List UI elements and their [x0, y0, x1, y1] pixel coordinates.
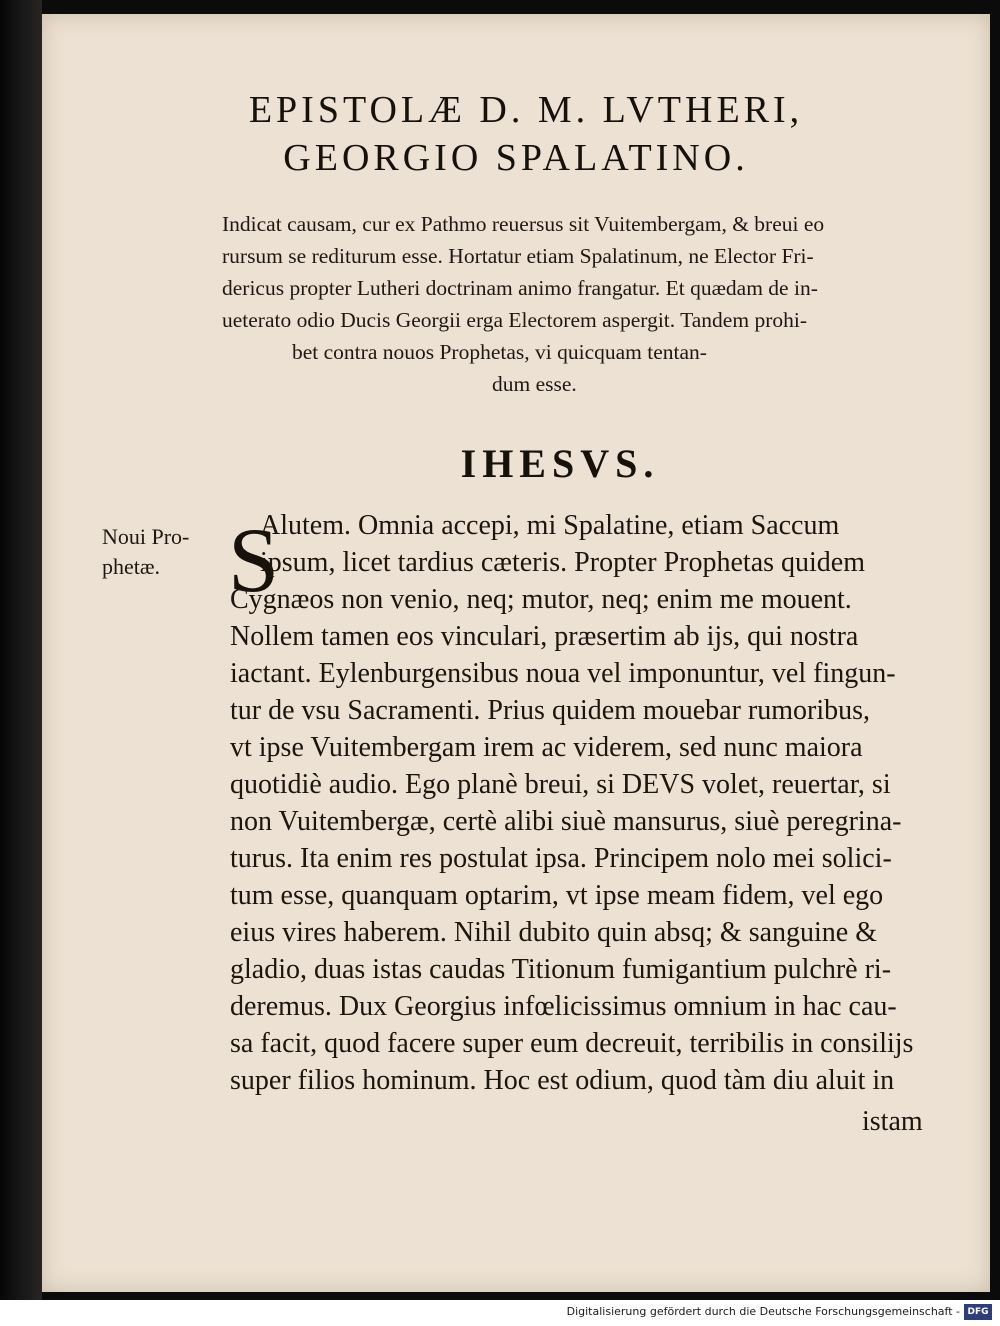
section-heading: IHESVS. [460, 441, 660, 486]
dfg-logo-icon: DFG [964, 1304, 992, 1320]
page-title-line-2: GEORGIO SPALATINO. [283, 137, 749, 179]
book-spine [0, 0, 42, 1300]
body-text-line: iactant. Eylenburgensibus noua vel imponuntur, vel fingun- [230, 658, 896, 689]
page-title-line-1: EPISTOLÆ D. M. LVTHERI, [248, 89, 804, 131]
body-text-line: super filios hominum. Hoc est odium, quod tàm diu aluit in [230, 1065, 895, 1096]
book-page [42, 14, 990, 1292]
body-text-line: Nollem tamen eos vinculari, præsertim ab ijs, qui nostra [230, 621, 859, 652]
body-text-line: tur de vsu Sacramenti. Prius quidem mouebar rumoribus, [230, 695, 870, 726]
drop-capital: S [228, 509, 280, 611]
body-text-line: non Vuitembergæ, certè alibi siuè mansurus, siuè peregrina- [230, 806, 902, 837]
body-text-line: quotidiè audio. Ego planè breui, si DEVS volet, reuertar, si [230, 769, 891, 800]
marginal-note-line: Noui Pro- [102, 524, 190, 549]
summary-line: bet contra nouos Prophetas, vi quicquam tentan- [292, 340, 707, 364]
body-text-line: deremus. Dux Georgius infœlicissimus omnium in hac cau- [230, 991, 897, 1022]
body-text-line: vt ipse Vuitembergam irem ac viderem, sed nunc maiora [230, 732, 863, 763]
body-text-line: Cygnæos non venio, neq; mutor, neq; enim me mouent. [230, 584, 852, 615]
catchword: istam [862, 1106, 923, 1137]
body-text-line: eius vires haberem. Nihil dubito quin absq; & sanguine & [230, 917, 878, 948]
body-text-line: tum esse, quanquam optarim, vt ipse meam fidem, vel ego [230, 880, 884, 911]
body-text-line: Alutem. Omnia accepi, mi Spalatine, etiam Saccum [260, 510, 840, 541]
summary-line: ueterato odio Ducis Georgii erga Electorem aspergit. Tandem prohi- [222, 308, 807, 332]
footer-credit-text: Digitalisierung gefördert durch die Deutsche Forschungsgemeinschaft - [566, 1305, 960, 1318]
digitization-footer [0, 1300, 1000, 1326]
body-text-line: ipsum, licet tardius cæteris. Propter Prophetas quidem [260, 547, 866, 578]
body-text-line: sa facit, quod facere super eum decreuit, terribilis in consilijs [230, 1028, 914, 1059]
summary-line: Indicat causam, cur ex Pathmo reuersus sit Vuitembergam, & breui eo [222, 212, 825, 236]
summary-line: rursum se rediturum esse. Hortatur etiam Spalatinum, ne Elector Fri- [222, 244, 814, 268]
summary-line: dericus propter Lutheri doctrinam animo frangatur. Et quædam de in- [222, 276, 818, 300]
body-text-line: gladio, duas istas caudas Titionum fumigantium pulchrè ri- [230, 954, 892, 985]
body-text-line: turus. Ita enim res postulat ipsa. Principem nolo mei solici- [230, 843, 892, 874]
summary-line: dum esse. [492, 372, 577, 396]
marginal-note-line: phetæ. [102, 554, 161, 579]
